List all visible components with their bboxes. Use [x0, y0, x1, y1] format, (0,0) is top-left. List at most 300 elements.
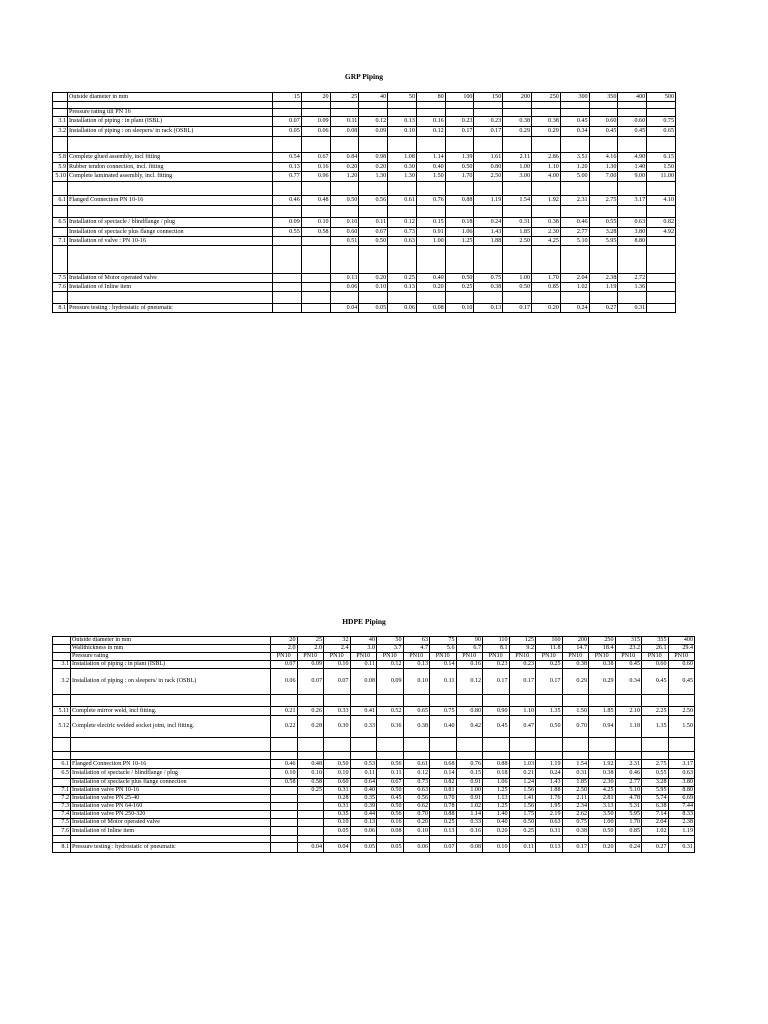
empty-cell [445, 182, 474, 196]
hdpe-piping-table [52, 636, 695, 853]
value-cell: 0.15 [456, 769, 483, 779]
value-cell: 0.76 [416, 196, 445, 206]
value-cell: 0.13 [388, 117, 417, 127]
value-cell: 2.11 [503, 153, 532, 163]
value-cell: 6.69 [668, 795, 695, 803]
value-cell: 1.08 [388, 153, 417, 163]
value-cell: 2.30 [532, 228, 561, 237]
value-cell: 0.50 [377, 803, 404, 811]
value-cell: 0.65 [647, 127, 676, 137]
empty-cell [589, 695, 616, 707]
value-cell: 0.62 [403, 803, 430, 811]
empty-cell [297, 836, 324, 843]
value-cell: 0.08 [456, 843, 483, 853]
header-value: PN10 [536, 653, 563, 661]
value-cell: 1.40 [483, 811, 510, 819]
row-description: Installation of piping : in plant (ISBL) [68, 117, 273, 127]
value-cell: 1.61 [474, 153, 503, 163]
value-cell: 1.25 [483, 787, 510, 795]
header-value: 315 [615, 637, 642, 645]
value-cell: 0.18 [483, 769, 510, 779]
value-cell [301, 283, 330, 292]
value-cell [271, 803, 298, 811]
value-cell: 0.11 [350, 769, 377, 779]
empty-cell [273, 206, 302, 218]
empty-cell [503, 246, 532, 274]
value-cell: 7.14 [642, 811, 669, 819]
table-row [53, 228, 676, 237]
value-cell: 0.58 [301, 228, 330, 237]
value-cell: 1.43 [474, 228, 503, 237]
value-cell: 2.75 [642, 760, 669, 769]
empty-cell [301, 137, 330, 153]
value-cell: 0.23 [509, 661, 536, 669]
value-cell [647, 237, 676, 246]
diameter-cell: 500 [647, 93, 676, 102]
header-label: Outside diameter in mm [71, 637, 271, 645]
diameter-cell: 80 [416, 93, 445, 102]
value-cell: 1.70 [445, 172, 474, 182]
value-cell: 0.60 [642, 661, 669, 669]
value-cell: 0.10 [324, 769, 351, 779]
value-cell: 2.75 [589, 196, 618, 206]
value-cell: 2.34 [562, 803, 589, 811]
value-cell: 0.15 [416, 218, 445, 228]
empty-cell [273, 182, 302, 196]
value-cell: 0.60 [324, 779, 351, 787]
value-cell: 0.85 [532, 283, 561, 292]
value-cell: 0.38 [589, 661, 616, 669]
value-cell: 0.31 [618, 304, 647, 313]
value-cell [271, 795, 298, 803]
value-cell: 0.05 [359, 304, 388, 313]
table-row [53, 661, 695, 669]
header-value: 8.1 [483, 645, 510, 653]
empty-cell [416, 206, 445, 218]
row-number: 7.1 [53, 787, 71, 795]
value-cell [273, 304, 302, 313]
row-description: Rubber tendon connection, incl. fitting [68, 163, 273, 172]
empty-cell [273, 102, 302, 109]
diameter-cell: 150 [474, 93, 503, 102]
empty-cell [532, 206, 561, 218]
value-cell: 0.17 [509, 669, 536, 695]
value-cell: 1.30 [388, 172, 417, 182]
value-cell: 0.63 [388, 237, 417, 246]
value-cell: 0.10 [388, 127, 417, 137]
value-cell: 1.75 [509, 811, 536, 819]
empty-cell [271, 836, 298, 843]
row-number: 7.6 [53, 827, 71, 836]
empty-cell [618, 292, 647, 304]
empty-cell [403, 752, 430, 760]
table-row [53, 795, 695, 803]
empty-cell [71, 836, 271, 843]
value-cell: 0.12 [416, 127, 445, 137]
value-cell: 3.13 [589, 803, 616, 811]
table-row [53, 827, 695, 836]
value-cell [271, 811, 298, 819]
value-cell: 1.76 [536, 795, 563, 803]
row-number: 5.9 [53, 163, 68, 172]
empty-cell [532, 137, 561, 153]
value-cell: 1.19 [474, 196, 503, 206]
empty-cell [474, 292, 503, 304]
value-cell: 0.48 [301, 196, 330, 206]
empty-cell [615, 738, 642, 752]
value-cell: 0.40 [416, 274, 445, 283]
value-cell: 1.85 [562, 779, 589, 787]
value-cell: 0.82 [430, 779, 457, 787]
value-cell: 0.45 [642, 669, 669, 695]
value-cell: 0.24 [560, 304, 589, 313]
value-cell [271, 787, 298, 795]
value-cell: 3.00 [503, 172, 532, 182]
empty-cell [560, 206, 589, 218]
diameter-cell: 350 [589, 93, 618, 102]
value-cell: 0.11 [430, 669, 457, 695]
empty-cell [324, 695, 351, 707]
header-value: 50 [377, 637, 404, 645]
value-cell: 8.33 [668, 811, 695, 819]
spacer-row [53, 738, 695, 752]
header-value: PN10 [483, 653, 510, 661]
value-cell: 0.31 [562, 769, 589, 779]
empty-cell [301, 182, 330, 196]
value-cell: 0.75 [647, 117, 676, 127]
empty-cell [359, 109, 388, 117]
value-cell: 0.10 [324, 819, 351, 827]
header-value: PN10 [615, 653, 642, 661]
value-cell: 0.33 [324, 707, 351, 716]
empty-cell [589, 292, 618, 304]
value-cell [297, 819, 324, 827]
value-cell: 2.81 [589, 795, 616, 803]
header-value: PN10 [403, 653, 430, 661]
empty-cell [532, 109, 561, 117]
value-cell: 0.23 [445, 117, 474, 127]
empty-cell [324, 752, 351, 760]
wallthickness-row [53, 645, 695, 653]
value-cell: 0.70 [403, 811, 430, 819]
value-cell: 0.56 [377, 811, 404, 819]
empty-cell [642, 836, 669, 843]
value-cell: 0.36 [377, 716, 404, 738]
value-cell: 0.09 [297, 661, 324, 669]
value-cell: 0.94 [589, 716, 616, 738]
value-cell: 0.07 [430, 843, 457, 853]
value-cell: 2.77 [560, 228, 589, 237]
empty-cell [388, 182, 417, 196]
empty-cell [350, 752, 377, 760]
value-cell: 1.25 [445, 237, 474, 246]
value-cell: 0.11 [509, 843, 536, 853]
header-value: 200 [562, 637, 589, 645]
value-cell: 1.39 [445, 153, 474, 163]
value-cell: 0.12 [403, 769, 430, 779]
value-cell [301, 304, 330, 313]
row-number: 6.5 [53, 769, 71, 779]
value-cell: 2.19 [536, 811, 563, 819]
value-cell: 0.56 [377, 760, 404, 769]
value-cell [271, 827, 298, 836]
value-cell: 0.20 [330, 163, 359, 172]
value-cell: 0.09 [377, 669, 404, 695]
empty-cell [377, 738, 404, 752]
value-cell: 0.16 [456, 827, 483, 836]
empty-cell [503, 102, 532, 109]
value-cell: 0.25 [509, 827, 536, 836]
header-value: 23.2 [615, 645, 642, 653]
value-cell: 1.03 [509, 760, 536, 769]
header-value: 355 [642, 637, 669, 645]
value-cell: 0.42 [456, 716, 483, 738]
value-cell: 0.38 [474, 283, 503, 292]
empty-cell [388, 137, 417, 153]
value-cell: 6.38 [642, 803, 669, 811]
empty-cell [350, 836, 377, 843]
value-cell: 1.19 [668, 827, 695, 836]
value-cell: 0.34 [560, 127, 589, 137]
value-cell: 5.95 [642, 787, 669, 795]
empty-cell [474, 182, 503, 196]
value-cell: 0.60 [618, 117, 647, 127]
value-cell: 0.25 [536, 661, 563, 669]
table-row [53, 803, 695, 811]
value-cell: 5.10 [615, 787, 642, 795]
value-cell: 1.35 [642, 716, 669, 738]
value-cell: 8.80 [618, 237, 647, 246]
header-value: 32 [324, 637, 351, 645]
value-cell: 0.45 [483, 716, 510, 738]
diameter-cell: 20 [301, 93, 330, 102]
value-cell: 0.50 [377, 787, 404, 795]
value-cell: 0.70 [562, 716, 589, 738]
table-row [53, 760, 695, 769]
value-cell: 5.95 [615, 811, 642, 819]
value-cell: 0.12 [359, 117, 388, 127]
table-row [53, 218, 676, 228]
empty-cell [615, 752, 642, 760]
row-number: 7.5 [53, 819, 71, 827]
empty-cell [53, 206, 68, 218]
empty-cell [377, 752, 404, 760]
value-cell: 1.14 [456, 811, 483, 819]
empty-cell [330, 292, 359, 304]
value-cell: 0.20 [416, 283, 445, 292]
empty-cell [350, 695, 377, 707]
empty-cell [388, 292, 417, 304]
value-cell: 0.17 [503, 304, 532, 313]
value-cell: 0.24 [536, 769, 563, 779]
value-cell: 0.25 [430, 819, 457, 827]
value-cell: 2.31 [615, 760, 642, 769]
header-value: 90 [456, 637, 483, 645]
empty-cell [416, 102, 445, 109]
value-cell: 0.46 [560, 218, 589, 228]
value-cell [271, 819, 298, 827]
header-value: PN10 [297, 653, 324, 661]
value-cell: 0.08 [330, 127, 359, 137]
empty-cell [416, 292, 445, 304]
value-cell: 0.58 [271, 779, 298, 787]
empty-cell [536, 738, 563, 752]
value-cell: 0.81 [430, 787, 457, 795]
value-cell: 0.67 [301, 153, 330, 163]
value-cell: 0.38 [562, 827, 589, 836]
value-cell: 1.54 [503, 196, 532, 206]
empty-cell [271, 752, 298, 760]
value-cell: 0.29 [562, 669, 589, 695]
value-cell: 0.50 [445, 163, 474, 172]
value-cell: 0.63 [618, 218, 647, 228]
header-label: Wallthickness in mm [71, 645, 271, 653]
table-row [53, 127, 676, 137]
value-cell: 0.13 [350, 819, 377, 827]
empty-cell [456, 738, 483, 752]
value-cell: 0.06 [403, 843, 430, 853]
empty-cell [68, 292, 273, 304]
value-cell: 0.75 [474, 274, 503, 283]
value-cell [297, 827, 324, 836]
value-cell: 9.00 [618, 172, 647, 182]
table-row [53, 843, 695, 853]
value-cell: 0.34 [615, 669, 642, 695]
empty-cell [377, 836, 404, 843]
value-cell: 1.95 [536, 803, 563, 811]
empty-cell [483, 752, 510, 760]
value-cell: 0.48 [297, 760, 324, 769]
value-cell: 1.19 [536, 760, 563, 769]
empty-cell [430, 836, 457, 843]
row-description: Installation of Motor operated valve [68, 274, 273, 283]
value-cell: 2.31 [560, 196, 589, 206]
value-cell: 0.38 [589, 769, 616, 779]
empty-cell [562, 836, 589, 843]
header-value: 25 [297, 637, 324, 645]
empty-cell [53, 292, 68, 304]
value-cell: 1.02 [642, 827, 669, 836]
value-cell: 0.70 [430, 795, 457, 803]
value-cell: 0.31 [503, 218, 532, 228]
empty-cell [668, 752, 695, 760]
value-cell: 0.06 [350, 827, 377, 836]
row-description: Installation valve PN 250-320 [71, 811, 271, 819]
header-value: 40 [350, 637, 377, 645]
empty-cell [359, 246, 388, 274]
pressure-rating-row [53, 653, 695, 661]
value-cell: 0.44 [350, 811, 377, 819]
value-cell: 0.55 [642, 769, 669, 779]
empty-cell [53, 738, 71, 752]
value-cell: 0.12 [388, 218, 417, 228]
value-cell: 4.90 [618, 153, 647, 163]
empty-cell [68, 137, 273, 153]
value-cell: 0.23 [474, 117, 503, 127]
empty-cell [53, 182, 68, 196]
empty-cell [388, 102, 417, 109]
row-number-cell [53, 109, 68, 117]
spacer-row [53, 292, 676, 304]
empty-cell [53, 836, 71, 843]
value-cell: 0.30 [324, 716, 351, 738]
value-cell: 0.60 [589, 117, 618, 127]
row-number-cell [53, 93, 68, 102]
value-cell: 0.10 [297, 769, 324, 779]
row-description: Installation of piping : on sleepers/ in rack (OSBL) [71, 669, 271, 695]
value-cell: 1.25 [483, 803, 510, 811]
empty-cell [618, 102, 647, 109]
empty-cell [330, 246, 359, 274]
value-cell: 0.60 [330, 228, 359, 237]
value-cell: 4.25 [532, 237, 561, 246]
row-number: 5.11 [53, 707, 71, 716]
empty-cell [301, 292, 330, 304]
empty-cell [445, 292, 474, 304]
header-value: 3.0 [350, 645, 377, 653]
value-cell: 4.78 [615, 795, 642, 803]
value-cell: 2.50 [562, 787, 589, 795]
row-description: Installation valve PN 25-40 [71, 795, 271, 803]
value-cell: 0.63 [403, 787, 430, 795]
value-cell: 0.16 [377, 819, 404, 827]
value-cell [301, 274, 330, 283]
value-cell: 0.26 [297, 707, 324, 716]
value-cell [271, 843, 298, 853]
value-cell: 1.13 [483, 795, 510, 803]
value-cell: 0.56 [403, 795, 430, 803]
value-cell: 2.77 [615, 779, 642, 787]
row-number: 7.5 [53, 274, 68, 283]
empty-cell [589, 102, 618, 109]
value-cell: 0.10 [359, 283, 388, 292]
value-cell: 0.31 [324, 803, 351, 811]
spacer-row [53, 137, 676, 153]
row-number: 3.2 [53, 127, 68, 137]
empty-cell [615, 695, 642, 707]
empty-cell [647, 109, 676, 117]
empty-cell [483, 695, 510, 707]
empty-cell [560, 102, 589, 109]
empty-cell [509, 695, 536, 707]
value-cell: 2.50 [503, 237, 532, 246]
empty-cell [503, 182, 532, 196]
value-cell: 0.46 [273, 196, 302, 206]
value-cell: 1.00 [456, 787, 483, 795]
value-cell: 0.38 [562, 661, 589, 669]
value-cell: 0.39 [350, 803, 377, 811]
header-value: 2.0 [271, 645, 298, 653]
header-value: 160 [536, 637, 563, 645]
value-cell: 0.40 [430, 716, 457, 738]
value-cell: 0.17 [445, 127, 474, 137]
header-value: PN10 [430, 653, 457, 661]
value-cell: 2.38 [589, 274, 618, 283]
value-cell: 1.88 [536, 787, 563, 795]
value-cell: 0.17 [474, 127, 503, 137]
empty-cell [273, 137, 302, 153]
row-description: Flanged Connection PN 10-16 [71, 760, 271, 769]
value-cell: 3.17 [668, 760, 695, 769]
value-cell: 0.50 [503, 283, 532, 292]
value-cell: 0.06 [330, 283, 359, 292]
row-number: 3.1 [53, 117, 68, 127]
value-cell: 0.14 [430, 769, 457, 779]
value-cell: 0.54 [273, 153, 302, 163]
value-cell: 4.16 [589, 153, 618, 163]
empty-cell [273, 109, 302, 117]
value-cell: 0.46 [271, 760, 298, 769]
